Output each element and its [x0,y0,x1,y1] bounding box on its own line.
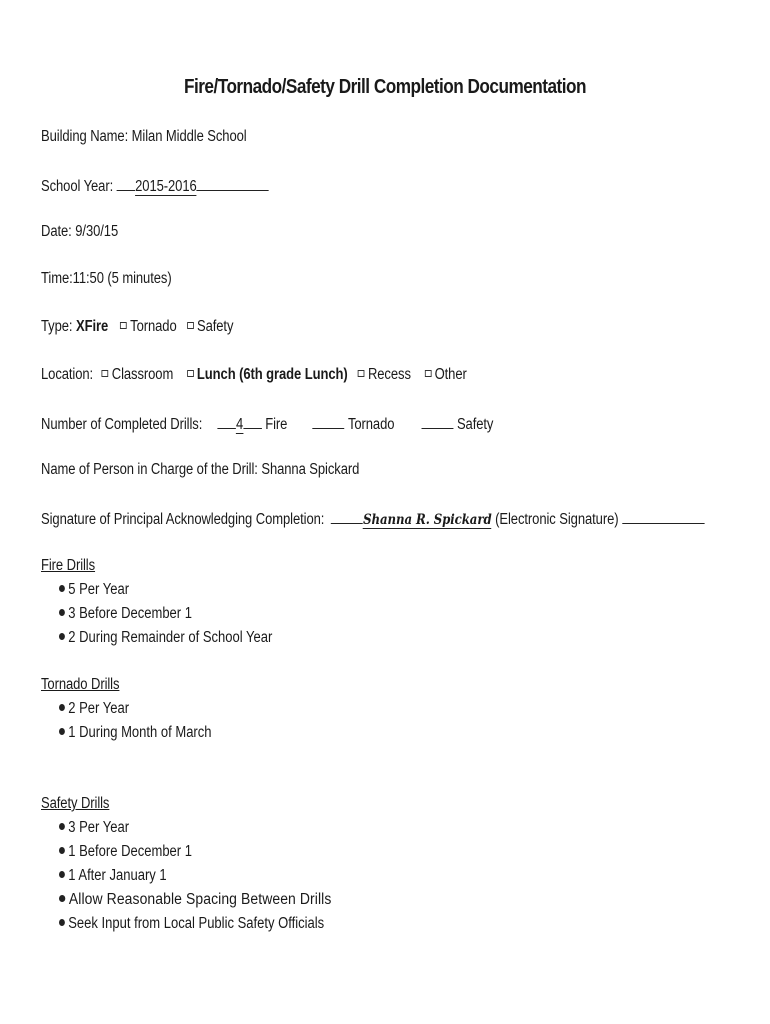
signature-label: Signature of Principal Acknowledging Completion: [41,511,325,528]
school-year-label: School Year: [41,178,114,195]
type-selected-fire: XFire [75,318,109,335]
type-option-tornado: Tornado [130,318,177,335]
time-value: 11:50 (5 minutes) [72,270,172,287]
school-year-value: 2015-2016 [135,178,197,195]
fire-count: 4 [236,416,244,433]
date-label: Date: [41,223,72,240]
fire-drills-heading: Fire Drills [41,557,96,574]
list-item: 1 Before December 1 [59,843,192,861]
date-line [41,223,118,241]
blank-line [218,414,236,429]
list-item: 1 After January 1 [59,867,167,885]
bullet-icon [59,919,65,926]
type-line [41,318,233,336]
location-lunch: Lunch (6th grade Lunch) [196,366,348,383]
location-label: Location: [41,366,94,383]
list-item: 1 During Month of March [59,724,212,742]
list-item: 3 Before December 1 [59,605,192,623]
list-item: 2 During Remainder of School Year [59,629,272,647]
person-in-charge-line [41,461,359,479]
person-label: Name of Person in Charge of the Drill: [41,461,258,478]
building-name-label: Building Name: [41,128,129,145]
blank-line [313,414,345,429]
checkbox-icon [358,370,365,377]
document-title: Fire/Tornado/Safety Drill Completion Documentation [183,76,586,98]
bullet-icon [59,847,65,854]
type-option-safety: Safety [196,318,234,335]
bullet-icon [59,704,65,711]
checkbox-icon [102,370,109,377]
blank-line [331,509,363,524]
list-item: Allow Reasonable Spacing Between Drills [59,891,331,909]
type-label: Type: [41,318,73,335]
bullet-icon [59,609,65,616]
list-item: 5 Per Year [59,581,129,599]
signature-note: (Electronic Signature) [495,511,619,528]
bullet-icon [59,633,65,640]
signature-value: Shanna R. Spickard [363,512,492,528]
blank-line [197,176,269,191]
location-other: Other [434,366,467,383]
checkbox-icon [187,370,194,377]
checkbox-icon [187,322,194,329]
location-line [41,366,467,384]
time-line [41,270,172,288]
fire-count-label: Fire [265,416,288,433]
completed-drills-line [41,414,493,434]
tornado-count-label: Tornado [347,416,395,433]
safety-drills-heading: Safety Drills [41,795,110,812]
signature-line [41,509,704,529]
blank-line [117,176,135,191]
bullet-icon [59,871,65,878]
bullet-icon [59,585,65,592]
blank-line [243,414,261,429]
completed-drills-label: Number of Completed Drills: [41,416,203,433]
tornado-drills-heading: Tornado Drills [41,676,120,693]
safety-count-label: Safety [456,416,494,433]
bullet-icon [59,823,65,830]
blank-line [622,509,704,524]
checkbox-icon [120,322,127,329]
bullet-icon [59,895,65,902]
bullet-icon [59,728,65,735]
person-value: Shanna Spickard [261,461,360,478]
date-value: 9/30/15 [75,223,119,240]
list-item: 3 Per Year [59,819,129,837]
location-recess: Recess [367,366,411,383]
blank-line [421,414,453,429]
building-name-value: Milan Middle School [131,128,247,145]
list-item: Seek Input from Local Public Safety Officials [59,915,324,933]
school-year-line [41,176,269,196]
building-name-line [41,128,247,146]
list-item: 2 Per Year [59,700,129,718]
time-label: Time: [41,270,73,287]
checkbox-icon [424,370,431,377]
location-classroom: Classroom [111,366,174,383]
